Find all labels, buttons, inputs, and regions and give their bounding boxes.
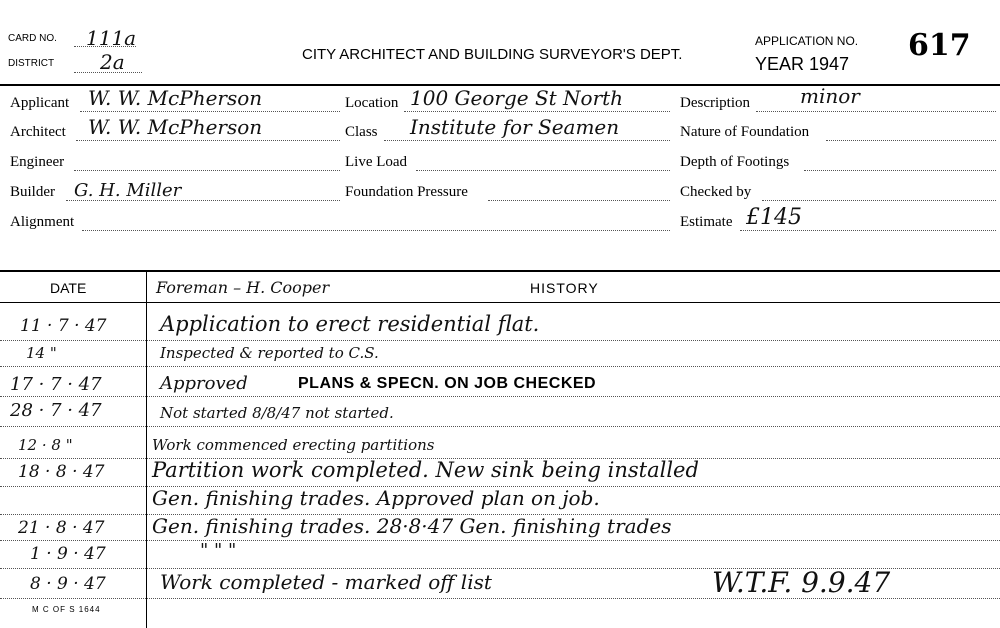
builder-label: Builder [10,184,55,200]
plans-checked-stamp: PLANS & SPECN. ON JOB CHECKED [298,375,597,392]
row-10-date: 8 · 9 · 47 [30,574,106,594]
location-label: Location [345,95,399,111]
estimate-value: £145 [746,205,802,230]
row-7-text: Gen. finishing trades. Approved plan on job. [152,486,600,510]
builder-value: G. H. Miller [74,180,182,201]
alignment-label: Alignment [10,214,75,230]
history-header: HISTORY [530,280,599,296]
location-value: 100 George St North [410,86,624,110]
depth-of-footings-label: Depth of Footings [680,154,790,170]
department-title: CITY ARCHITECT AND BUILDING SURVEYOR'S DEPT. [302,46,683,63]
row-8-text: Gen. finishing trades. 28·8·47 Gen. finishing trades [152,514,672,538]
row-10-text: Work completed - marked off list [160,570,492,594]
card-no-label: CARD NO. [8,33,57,44]
inspector-signature: W.T.F. 9.9.47 [712,566,891,599]
class-value: Institute for Seamen [410,115,620,139]
row-6-date: 18 · 8 · 47 [18,462,105,482]
applicant-value: W. W. McPherson [88,86,263,110]
row-2-text: Inspected & reported to C.S. [160,344,379,362]
architect-value: W. W. McPherson [88,115,263,139]
estimate-label: Estimate [680,214,733,230]
row-5-date: 12 · 8 " [18,436,73,454]
row-1-text: Application to erect residential flat. [160,312,540,336]
description-label: Description [680,95,750,111]
class-label: Class [345,124,378,140]
checked-by-label: Checked by [680,184,752,200]
row-9-text: " " " [200,540,237,561]
engineer-label: Engineer [10,154,65,170]
row-1-date: 11 · 7 · 47 [20,316,107,336]
row-6-text: Partition work completed. New sink being installed [152,458,699,482]
form-code: M C OF S 1644 [32,605,101,614]
nature-of-foundation-label: Nature of Foundation [680,124,810,140]
date-header: DATE [50,280,87,296]
card-no-value: 111a [86,26,137,50]
year-label: YEAR 1947 [755,54,850,74]
architect-label: Architect [10,124,66,140]
district-value: 2a [100,50,125,74]
description-value: minor [800,84,860,108]
foundation-pressure-label: Foundation Pressure [345,184,468,200]
applicant-label: Applicant [10,95,70,111]
row-8-date: 21 · 8 · 47 [18,518,105,538]
row-2-date: 14 " [26,344,57,362]
foreman-note: Foreman – H. Cooper [156,278,330,297]
row-3-text: Approved [160,373,248,394]
row-3-date: 17 · 7 · 47 [10,374,102,395]
row-4-date: 28 · 7 · 47 [10,400,102,421]
row-5-text: Work commenced erecting partitions [152,436,435,454]
application-label: APPLICATION NO. [755,34,859,48]
live-load-label: Live Load [345,154,408,170]
district-label: DISTRICT [8,58,55,69]
application-number: 617 [908,28,971,63]
row-9-date: 1 · 9 · 47 [30,544,106,564]
row-4-text: Not started 8/8/47 not started. [160,404,394,422]
